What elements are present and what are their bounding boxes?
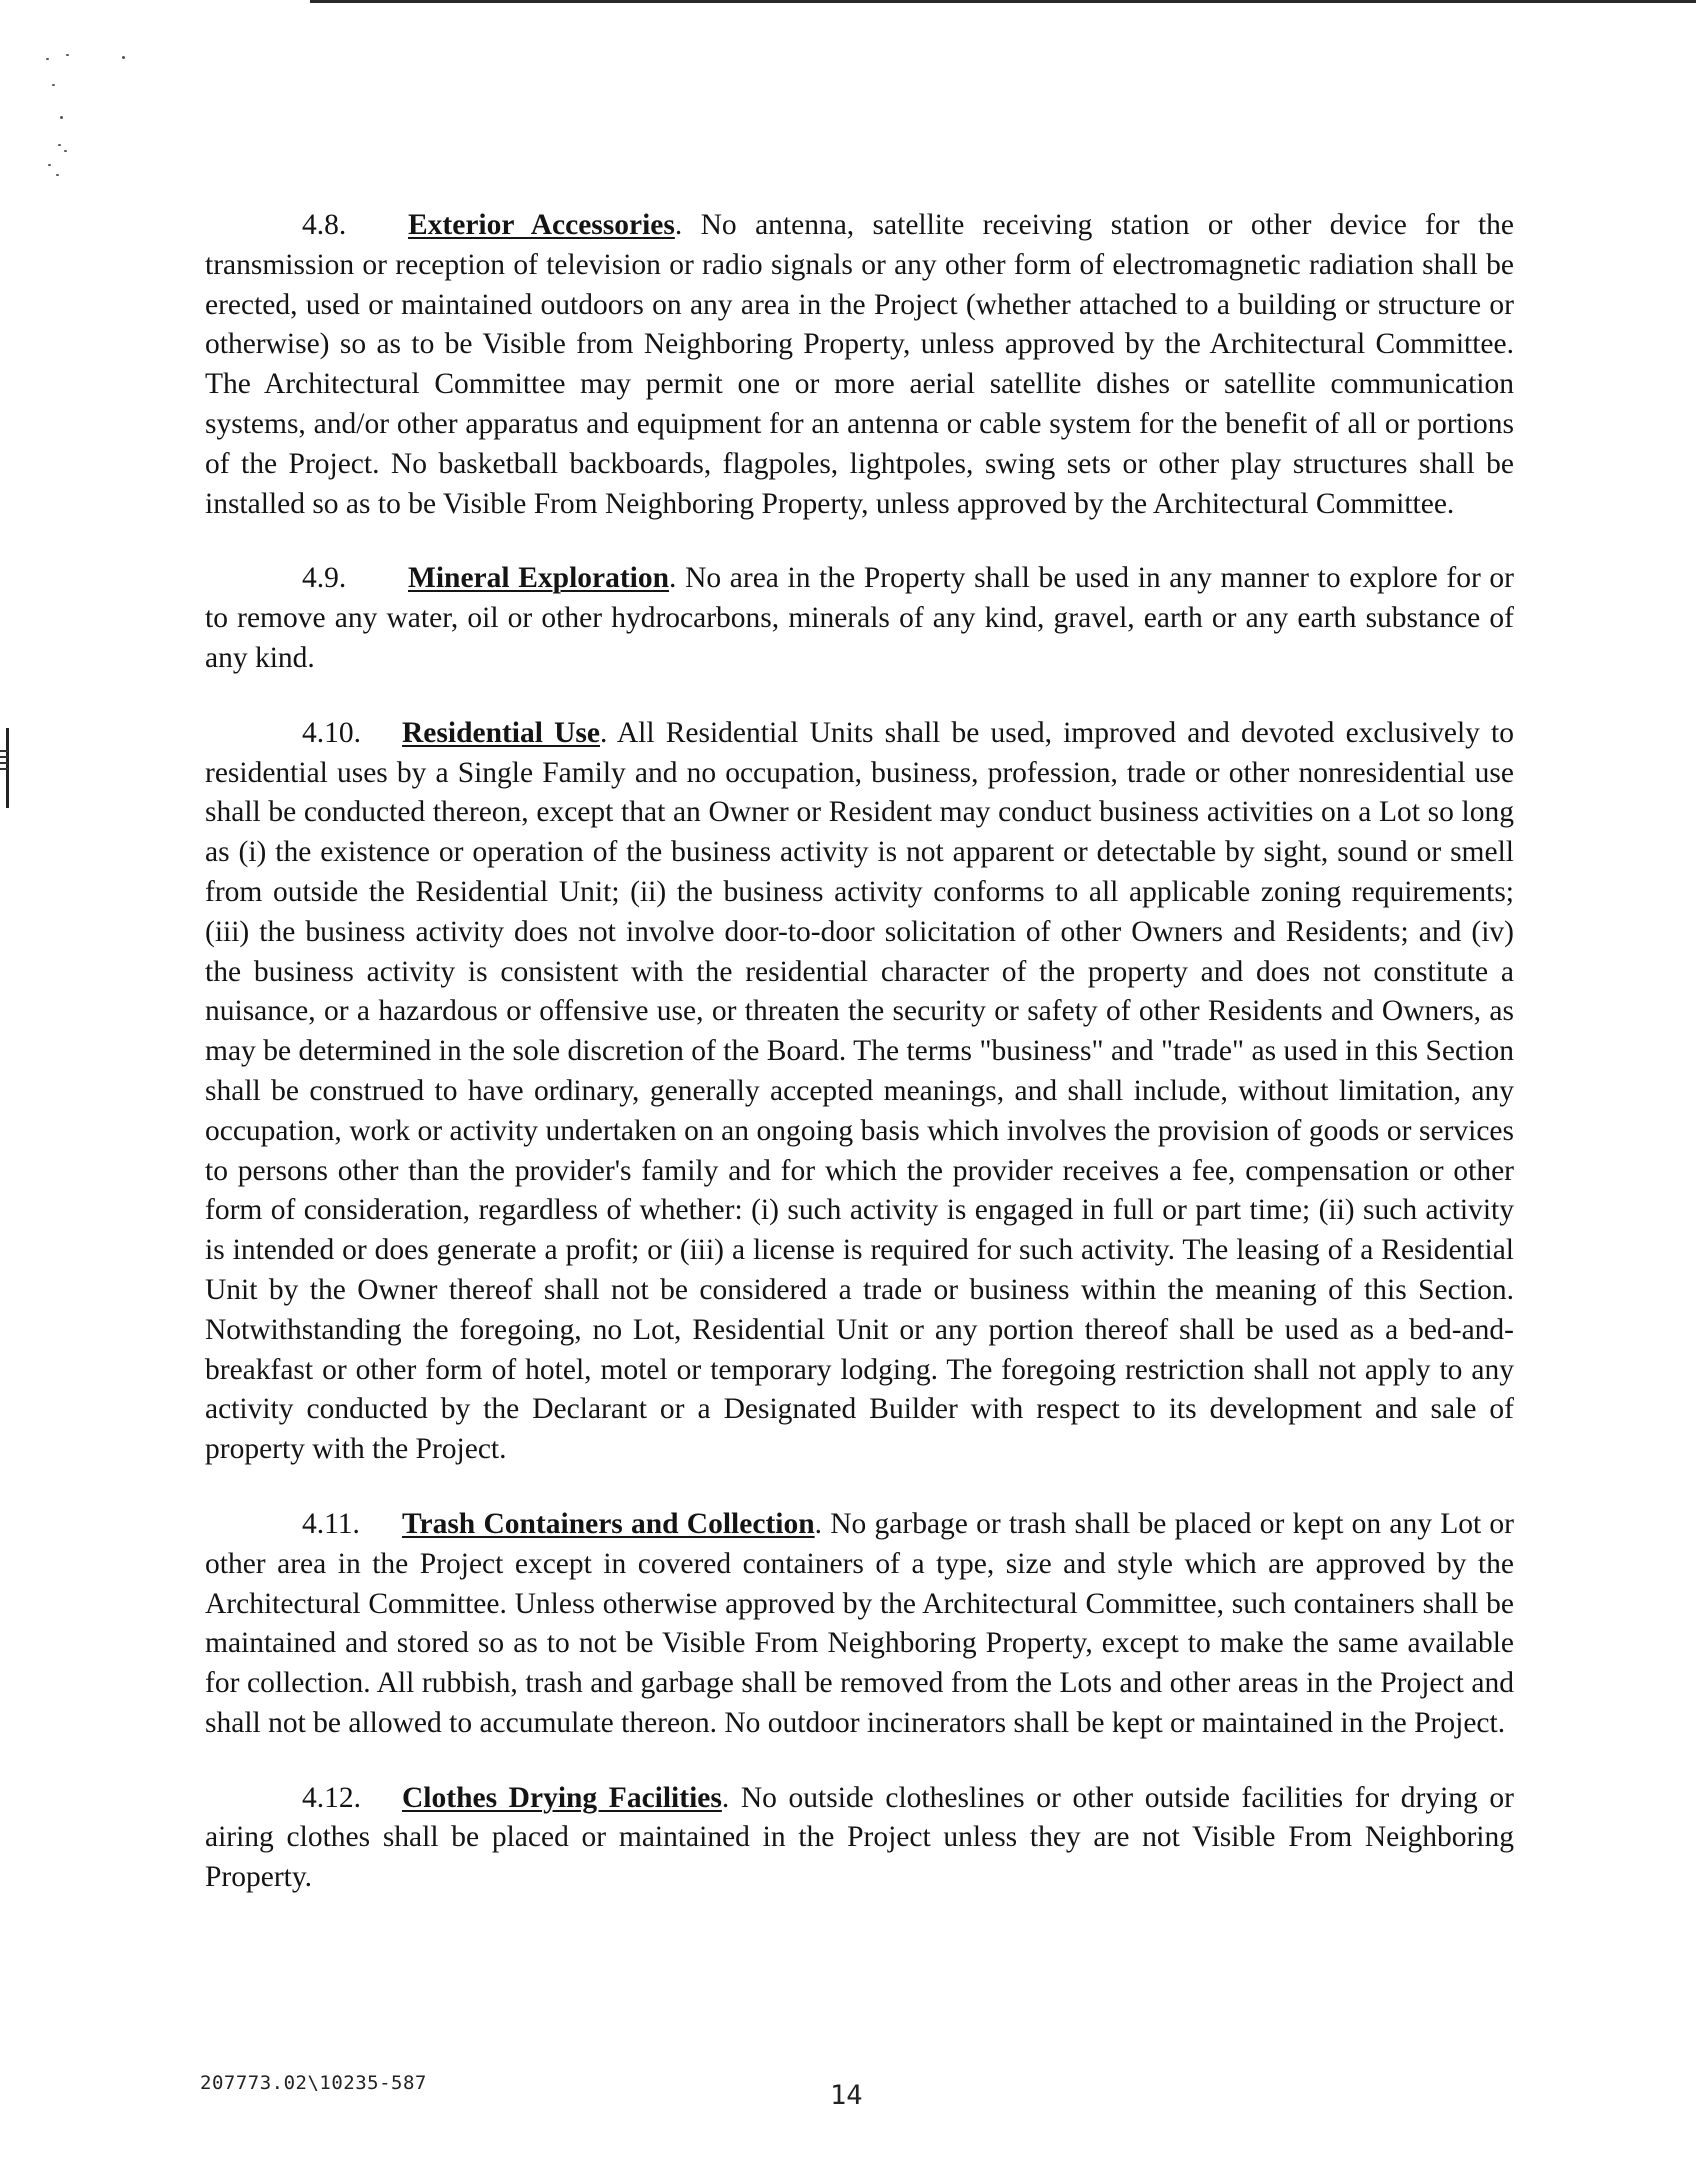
- section-number: 4.9.: [302, 562, 347, 595]
- scan-speck: [64, 150, 67, 152]
- scan-speck: [60, 116, 63, 119]
- scan-edge-tick: [0, 762, 8, 764]
- section-title: Clothes Drying Facilities: [402, 1781, 722, 1814]
- section-exterior-accessories: 4.8. Exterior Accessories. No antenna, satellite receiving station or other device for the transmission or reception of television or radio signals or any other form of electromagnetic radiation shall be erected, used or maintained outdoors on any area in the Project (whether attached to a building or structure or otherwise) so as to be Visible from Neighboring Property, unless approved by the Architectural Committee. The Architectural Committee may permit one or more aerial satellite dishes or satellite communication systems, and/or other apparatus and equipment for an antenna or cable system for the benefit of all or portions of the Project. No basketball backboards, flagpoles, lightpoles, swing sets or other play structures shall be installed so as to be Visible From Neighboring Property, unless approved by the Architectural Committee.: [205, 206, 1514, 524]
- scan-speck: [58, 144, 61, 146]
- section-number: 4.8.: [302, 209, 347, 241]
- section-title: Residential Use: [402, 716, 600, 749]
- section-number: 4.12.: [302, 1781, 361, 1814]
- scan-speck: [46, 58, 49, 60]
- page-number: 14: [830, 2080, 863, 2111]
- section-text: No outside clotheslines or other outside facilities for drying or airing clothes shall be placed or maintained in the Project unless they are not Visible From Neighboring Property.: [205, 1781, 1514, 1894]
- section-clothes-drying: 4.12. Clothes Drying Facilities. No outside clotheslines or other outside facilities for drying or airing clothes shall be placed or maintained in the Project unless they are not Visible From Neighboring Property.: [205, 1779, 1514, 1898]
- scan-speck: [52, 84, 55, 86]
- scan-speck: [66, 54, 69, 56]
- section-text: All Residential Units shall be used, improved and devoted exclusively to residential uses by a Single Family and no occupation, business, profession, trade or other nonresidential use shall be conducted thereon, except that an Owner or Resident may conduct business activities on a Lot so long as (i) the existence or operation of the business activity is not apparent or detectable by sight, sound or smell from outside the Residential Unit; (ii) the business activity conforms to all applicable zoning requirements; (iii) the business activity does not involve door-to-door solicitation of other Owners and Residents; and (iv) the business activity is consistent with the residential character of the property and does not constitute a nuisance, or a hazardous or offensive use, or threaten the security or safety of other Residents and Owners, as may be determined in the sole discretion of the Board. The terms "business" and "trade" as used in this Section shall be construed to have ordinary, generally accepted meanings, and shall include, without limitation, any occupation, work or activity undertaken on an ongoing basis which involves the provision of goods or services to persons other than the provider's family and for which the provider receives a fee, compensation or other form of consideration, regardless of whether: (i) such activity is engaged in full or part time; (ii) such activity is intended or does generate a profit; or (iii) a license is required for such activity. The leasing of a Residential Unit by the Owner thereof shall not be considered a trade or business within the meaning of this Section. Notwithstanding the foregoing, no Lot, Residential Unit or any portion thereof shall be used as a bed-and-breakfast or other form of hotel, motel or temporary lodging. The foregoing restriction shall not apply to any activity conducted by the Declarant or a Designated Builder with respect to its development and sale of property with the Project.: [205, 716, 1515, 1466]
- section-trash-containers: 4.11. Trash Containers and Collection. No garbage or trash shall be placed or kept on any Lot or other area in the Project except in covered containers of a type, size and style which are approved by the Architectural Committee. Unless otherwise approved by the Architectural Committee, such containers shall be maintained and stored so as to not be Visible From Neighboring Property, except to make the same available for collection. All rubbish, trash and garbage shall be removed from the Lots and other areas in the Project and shall not be allowed to accumulate thereon. No outdoor incinerators shall be kept or maintained in the Project.: [205, 1505, 1514, 1744]
- section-title: Mineral Exploration: [408, 562, 670, 595]
- scan-edge-tick: [0, 768, 8, 770]
- scan-edge-tick: [0, 750, 8, 752]
- section-number: 4.10.: [302, 716, 361, 749]
- document-id: 207773.02\10235-587: [200, 2072, 427, 2094]
- section-text: No area in the Property shall be used in any manner to explore for or to remove any water, oil or other hydrocarbons, minerals of any kind, gravel, earth or any earth substance of any kind.: [205, 562, 1514, 674]
- scan-speck: [56, 174, 59, 176]
- section-number: 4.11.: [302, 1507, 360, 1540]
- scan-top-rule: [310, 0, 1696, 3]
- scan-edge-tick: [0, 756, 8, 758]
- section-text: No garbage or trash shall be placed or kept on any Lot or other area in the Project except in covered containers of a type, size and style which are approved by the Architectural Committee. Unless otherwise approved by the Architectural Committee, such containers shall be maintained and stored so as to not be Visible From Neighboring Property, except to make the same available for collection. All rubbish, trash and garbage shall be removed from the Lots and other areas in the Project and shall not be allowed to accumulate thereon. No outdoor incinerators shall be kept or maintained in the Project.: [205, 1507, 1515, 1739]
- section-residential-use: 4.10. Residential Use. All Residential Units shall be used, improved and devoted exclusively to residential uses by a Single Family and no occupation, business, profession, trade or other nonresidential use shall be conducted thereon, except that an Owner or Resident may conduct business activities on a Lot so long as (i) the existence or operation of the business activity is not apparent or detectable by sight, sound or smell from outside the Residential Unit; (ii) the business activity conforms to all applicable zoning requirements; (iii) the business activity does not involve door-to-door solicitation of other Owners and Residents; and (iv) the business activity is consistent with the residential character of the property and does not constitute a nuisance, or a hazardous or offensive use, or threaten the security or safety of other Residents and Owners, as may be determined in the sole discretion of the Board. The terms "business" and "trade" as used in this Section shall be construed to have ordinary, generally accepted meanings, and shall include, without limitation, any occupation, work or activity undertaken on an ongoing basis which involves the provision of goods or services to persons other than the provider's family and for which the provider receives a fee, compensation or other form of consideration, regardless of whether: (i) such activity is engaged in full or part time; (ii) such activity is intended or does generate a profit; or (iii) a license is required for such activity. The leasing of a Residential Unit by the Owner thereof shall not be considered a trade or business within the meaning of this Section. Notwithstanding the foregoing, no Lot, Residential Unit or any portion thereof shall be used as a bed-and-breakfast or other form of hotel, motel or temporary lodging. The foregoing restriction shall not apply to any activity conducted by the Declarant or a Designated Builder with respect to its development and sale of property with the Project.: [205, 714, 1514, 1470]
- scan-speck: [48, 164, 51, 166]
- section-title: Trash Containers and Collection: [402, 1507, 815, 1540]
- section-mineral-exploration: 4.9. Mineral Exploration. No area in the Property shall be used in any manner to explore for or to remove any water, oil or other hydrocarbons, minerals of any kind, gravel, earth or any earth substance of any kind.: [205, 559, 1514, 678]
- document-body: [205, 206, 1514, 1898]
- section-title: Exterior Accessories: [408, 209, 675, 241]
- section-text: No antenna, satellite receiving station or other device for the transmission or reception of television or radio signals or any other form of electromagnetic radiation shall be erected, used or maintained outdoors on any area in the Project (whether attached to a building or structure or otherwise) so as to be Visible from Neighboring Property, unless approved by the Architectural Committee. The Architectural Committee may permit one or more aerial satellite dishes or satellite communication systems, and/or other apparatus and equipment for an antenna or cable system for the benefit of all or portions of the Project. No basketball backboards, flagpoles, lightpoles, swing sets or other play structures shall be installed so as to be Visible From Neighboring Property, unless approved by the Architectural Committee.: [205, 209, 1514, 520]
- scan-speck: [122, 56, 125, 59]
